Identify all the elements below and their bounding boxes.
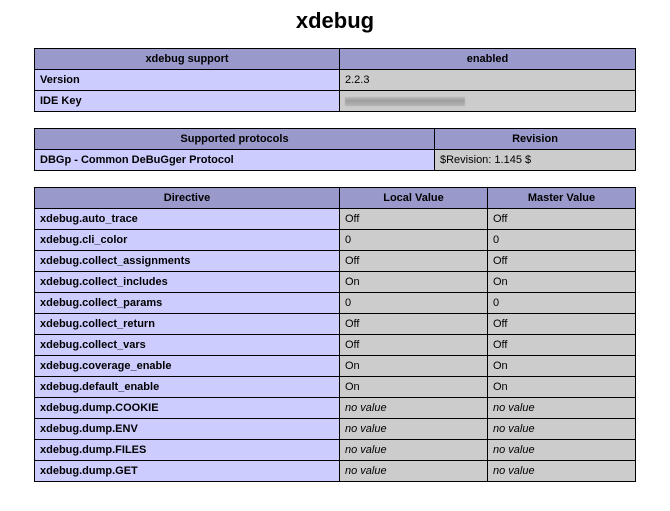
directive-name: xdebug.coverage_enable [35,356,340,377]
no-value-text: no value [345,444,387,456]
table-header-row [35,49,636,70]
directive-local-value [340,398,488,419]
protocol-name: DBGp - Common DeBuGger Protocol [35,150,435,171]
support-row-label: Version [35,70,340,91]
page-title: xdebug [295,8,375,33]
table-row [35,209,636,230]
table-header-row [35,129,636,150]
table-row [35,150,636,171]
directive-name: xdebug.default_enable [35,377,340,398]
table-row [35,251,636,272]
directive-name: xdebug.collect_assignments [35,251,340,272]
directive-master-value: Off [488,335,636,356]
directive-header-local: Local Value [340,188,488,209]
directive-master-value: On [488,356,636,377]
protocol-revision: $Revision: 1.145 $ [435,150,636,171]
directive-name: xdebug.cli_color [35,230,340,251]
directive-local-value [340,440,488,461]
directive-name: xdebug.dump.COOKIE [35,398,340,419]
no-value-text: no value [493,465,535,477]
support-row-label: IDE Key [35,91,340,112]
table-row [35,293,636,314]
directive-name: xdebug.dump.FILES [35,440,340,461]
directive-name: xdebug.collect_vars [35,335,340,356]
xdebug-info-page [0,8,670,482]
directive-local-value [340,419,488,440]
table-row [35,440,636,461]
table-row [35,272,636,293]
xdebug-support-table [34,48,636,112]
table-row [35,398,636,419]
directive-master-value [488,440,636,461]
directive-master-value [488,419,636,440]
table-row [35,377,636,398]
directive-master-value: On [488,272,636,293]
protocols-header-revision: Revision [435,129,636,150]
table-row [35,70,636,91]
directive-local-value: 0 [340,230,488,251]
support-header-name: xdebug support [35,49,340,70]
support-row-value-redacted [340,91,636,112]
no-value-text: no value [345,465,387,477]
directive-local-value: Off [340,314,488,335]
directive-master-value: On [488,377,636,398]
table-row [35,356,636,377]
directive-name: xdebug.collect_includes [35,272,340,293]
directive-header-master: Master Value [488,188,636,209]
table-row [35,419,636,440]
directive-master-value: Off [488,209,636,230]
directive-master-value [488,461,636,482]
supported-protocols-table [34,128,636,171]
redaction-bar [345,97,465,106]
table-row [35,335,636,356]
directive-name: xdebug.dump.GET [35,461,340,482]
directive-name: xdebug.auto_trace [35,209,340,230]
directive-master-value: Off [488,314,636,335]
no-value-text: no value [493,423,535,435]
no-value-text: no value [345,423,387,435]
directives-table [34,187,636,482]
protocols-header-name: Supported protocols [35,129,435,150]
table-row [35,230,636,251]
directive-header-name: Directive [35,188,340,209]
directive-master-value: Off [488,251,636,272]
directive-local-value: On [340,377,488,398]
directive-master-value [488,398,636,419]
support-row-value: 2.2.3 [340,70,636,91]
directive-name: xdebug.collect_params [35,293,340,314]
no-value-text: no value [493,402,535,414]
support-header-status: enabled [340,49,636,70]
directive-master-value: 0 [488,230,636,251]
directive-name: xdebug.collect_return [35,314,340,335]
table-row [35,91,636,112]
directive-local-value: Off [340,335,488,356]
no-value-text: no value [493,444,535,456]
directive-master-value: 0 [488,293,636,314]
directive-local-value: On [340,272,488,293]
directive-local-value: On [340,356,488,377]
directive-local-value: 0 [340,293,488,314]
no-value-text: no value [345,402,387,414]
directive-local-value: Off [340,251,488,272]
directive-local-value: Off [340,209,488,230]
table-header-row [35,188,636,209]
directive-local-value [340,461,488,482]
table-row [35,461,636,482]
directive-name: xdebug.dump.ENV [35,419,340,440]
table-row [35,314,636,335]
